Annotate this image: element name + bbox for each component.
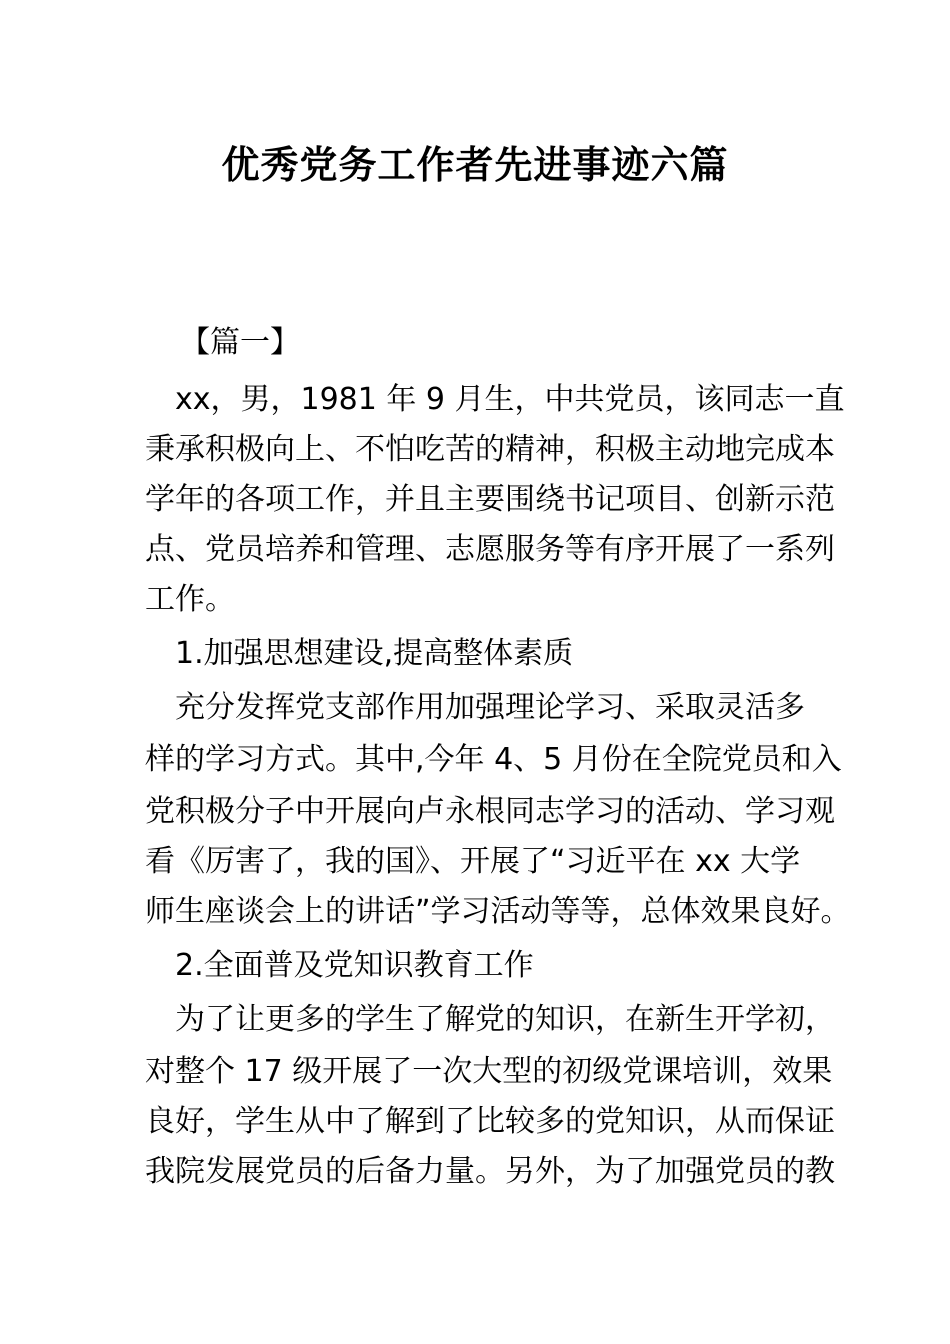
subheading: 2.全面普及党知识教育工作 xyxy=(175,948,534,983)
paragraph-line: 样的学习方式。其中,今年 4、5 月份在全院党员和入 xyxy=(145,742,842,777)
paragraph-line: 对整个 17 级开展了一次大型的初级党课培训，效果 xyxy=(145,1054,833,1089)
paragraph-line: 点、党员培养和管理、志愿服务等有序开展了一系列 xyxy=(145,532,835,567)
paragraph-line: 为了让更多的学生了解党的知识，在新生开学初， xyxy=(175,1002,835,1037)
paragraph-line: 看《厉害了，我的国》、开展了“习近平在 xx 大学 xyxy=(145,844,801,879)
section-heading: 【篇一】 xyxy=(180,325,300,360)
paragraph-line: 充分发挥党支部作用加强理论学习、采取灵活多 xyxy=(175,690,805,725)
paragraph-line: 良好，学生从中了解到了比较多的党知识，从而保证 xyxy=(145,1104,835,1139)
paragraph-line: 学年的各项工作，并且主要围绕书记项目、创新示范 xyxy=(145,482,835,517)
paragraph-line: 师生座谈会上的讲话”学习活动等等，总体效果良好。 xyxy=(145,894,851,929)
document-title: 优秀党务工作者先进事迹六篇 xyxy=(221,143,729,187)
paragraph-line: 我院发展党员的后备力量。另外，为了加强党员的教 xyxy=(145,1154,835,1189)
subheading: 1.加强思想建设,提高整体素质 xyxy=(175,636,574,671)
paragraph-line: 党积极分子中开展向卢永根同志学习的活动、学习观 xyxy=(145,794,835,829)
paragraph-line: xx，男，1981 年 9 月生，中共党员，该同志一直 xyxy=(175,382,845,417)
paragraph-line: 秉承积极向上、不怕吃苦的精神，积极主动地完成本 xyxy=(145,432,835,467)
paragraph-line: 工作。 xyxy=(145,582,235,617)
